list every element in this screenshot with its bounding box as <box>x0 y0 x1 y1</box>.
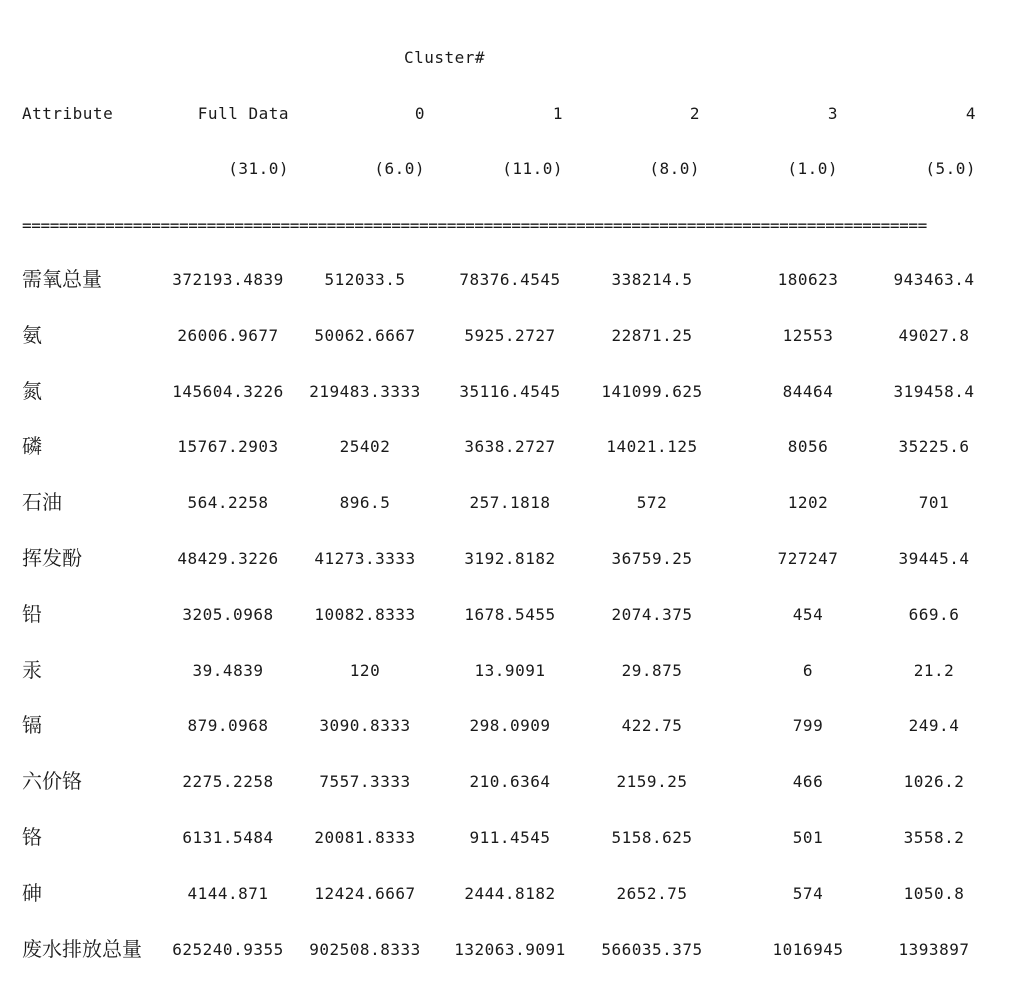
table-cell: 12424.6667 <box>314 884 416 903</box>
column-header: Full Data <box>197 104 289 123</box>
column-count: (6.0) <box>374 159 425 178</box>
table-cell: 3192.8182 <box>464 549 556 568</box>
row-label: 铅 <box>22 602 42 626</box>
table-cell: 3558.2 <box>903 828 965 847</box>
table-cell: 338214.5 <box>611 270 693 289</box>
table-cell: 145604.3226 <box>172 382 284 401</box>
table-cell: 8056 <box>787 437 829 456</box>
table-cell: 319458.4 <box>893 382 975 401</box>
table-cell: 896.5 <box>339 493 391 512</box>
table-cell: 625240.9355 <box>172 940 284 959</box>
table-cell: 943463.4 <box>893 270 975 289</box>
table-cell: 298.0909 <box>469 716 551 735</box>
table-cell: 35225.6 <box>898 437 970 456</box>
column-count: (1.0) <box>787 159 838 178</box>
table-cell: 574 <box>792 884 824 903</box>
table-cell: 1202 <box>787 493 829 512</box>
row-label: 氨 <box>22 323 42 347</box>
table-cell: 566035.375 <box>601 940 703 959</box>
table-cell: 422.75 <box>621 716 683 735</box>
table-cell: 41273.3333 <box>314 549 416 568</box>
row-label: 氮 <box>22 379 42 403</box>
table-cell: 132063.9091 <box>454 940 566 959</box>
table-cell: 78376.4545 <box>459 270 561 289</box>
attribute-header: Attribute <box>22 104 114 123</box>
table-cell: 701 <box>918 493 950 512</box>
column-count: (8.0) <box>649 159 700 178</box>
row-label: 镉 <box>22 713 42 737</box>
table-cell: 20081.8333 <box>314 828 416 847</box>
table-cell: 257.1818 <box>469 493 551 512</box>
table-cell: 210.6364 <box>469 772 551 791</box>
table-cell: 466 <box>792 772 824 791</box>
table-cell: 29.875 <box>621 661 683 680</box>
table-cell: 180623 <box>777 270 839 289</box>
table-cell: 13.9091 <box>474 661 546 680</box>
table-cell: 454 <box>792 605 824 624</box>
row-label: 石油 <box>22 490 62 514</box>
table-cell: 1393897 <box>898 940 970 959</box>
table-cell: 84464 <box>782 382 834 401</box>
row-label: 废水排放总量 <box>22 937 142 961</box>
column-count: (5.0) <box>925 159 976 178</box>
table-cell: 564.2258 <box>187 493 269 512</box>
table-cell: 39.4839 <box>192 661 264 680</box>
table-cell: 2074.375 <box>611 605 693 624</box>
table-cell: 25402 <box>339 437 391 456</box>
table-cell: 1050.8 <box>903 884 965 903</box>
table-cell: 5925.2727 <box>464 326 556 345</box>
table-cell: 141099.625 <box>601 382 703 401</box>
table-cell: 5158.625 <box>611 828 693 847</box>
table-cell: 879.0968 <box>187 716 269 735</box>
row-label: 需氧总量 <box>22 267 102 291</box>
table-cell: 26006.9677 <box>177 326 279 345</box>
column-header: 2 <box>689 104 700 123</box>
table-cell: 4144.871 <box>187 884 269 903</box>
table-cell: 572 <box>636 493 668 512</box>
table-cell: 3205.0968 <box>182 605 274 624</box>
row-label: 磷 <box>22 434 42 458</box>
table-cell: 12553 <box>782 326 834 345</box>
table-cell: 6 <box>802 661 814 680</box>
table-cell: 7557.3333 <box>319 772 411 791</box>
table-cell: 2159.25 <box>616 772 688 791</box>
table-cell: 14021.125 <box>606 437 698 456</box>
row-label: 砷 <box>22 881 42 905</box>
table-cell: 2652.75 <box>616 884 688 903</box>
table-cell: 120 <box>349 661 381 680</box>
separator-line: ================================================================================================== <box>22 216 927 235</box>
row-label: 汞 <box>22 658 42 682</box>
table-cell: 1016945 <box>772 940 844 959</box>
row-label: 挥发酚 <box>22 546 82 570</box>
table-cell: 501 <box>792 828 824 847</box>
column-header: 4 <box>965 104 976 123</box>
table-cell: 1678.5455 <box>464 605 556 624</box>
column-count: (31.0) <box>228 159 289 178</box>
table-cell: 512033.5 <box>324 270 406 289</box>
table-cell: 39445.4 <box>898 549 970 568</box>
table-cell: 48429.3226 <box>177 549 279 568</box>
table-cell: 15767.2903 <box>177 437 279 456</box>
table-cell: 36759.25 <box>611 549 693 568</box>
cluster-title: Cluster# <box>404 48 486 67</box>
table-cell: 2444.8182 <box>464 884 556 903</box>
table-cell: 372193.4839 <box>172 270 284 289</box>
row-label: 六价铬 <box>22 769 82 793</box>
table-cell: 249.4 <box>908 716 960 735</box>
table-cell: 911.4545 <box>469 828 551 847</box>
table-cell: 3638.2727 <box>464 437 556 456</box>
table-cell: 21.2 <box>913 661 955 680</box>
column-header: 0 <box>414 104 425 123</box>
table-cell: 799 <box>792 716 824 735</box>
table-cell: 35116.4545 <box>459 382 561 401</box>
table-cell: 669.6 <box>908 605 960 624</box>
table-cell: 10082.8333 <box>314 605 416 624</box>
table-cell: 22871.25 <box>611 326 693 345</box>
row-label: 铬 <box>22 825 42 849</box>
column-header: 1 <box>552 104 563 123</box>
table-cell: 49027.8 <box>898 326 970 345</box>
table-cell: 902508.8333 <box>309 940 421 959</box>
table-cell: 50062.6667 <box>314 326 416 345</box>
column-header: 3 <box>827 104 838 123</box>
table-cell: 6131.5484 <box>182 828 274 847</box>
table-cell: 219483.3333 <box>309 382 421 401</box>
table-cell: 2275.2258 <box>182 772 274 791</box>
table-cell: 3090.8333 <box>319 716 411 735</box>
table-cell: 727247 <box>777 549 839 568</box>
table-cell: 1026.2 <box>903 772 965 791</box>
column-count: (11.0) <box>502 159 563 178</box>
